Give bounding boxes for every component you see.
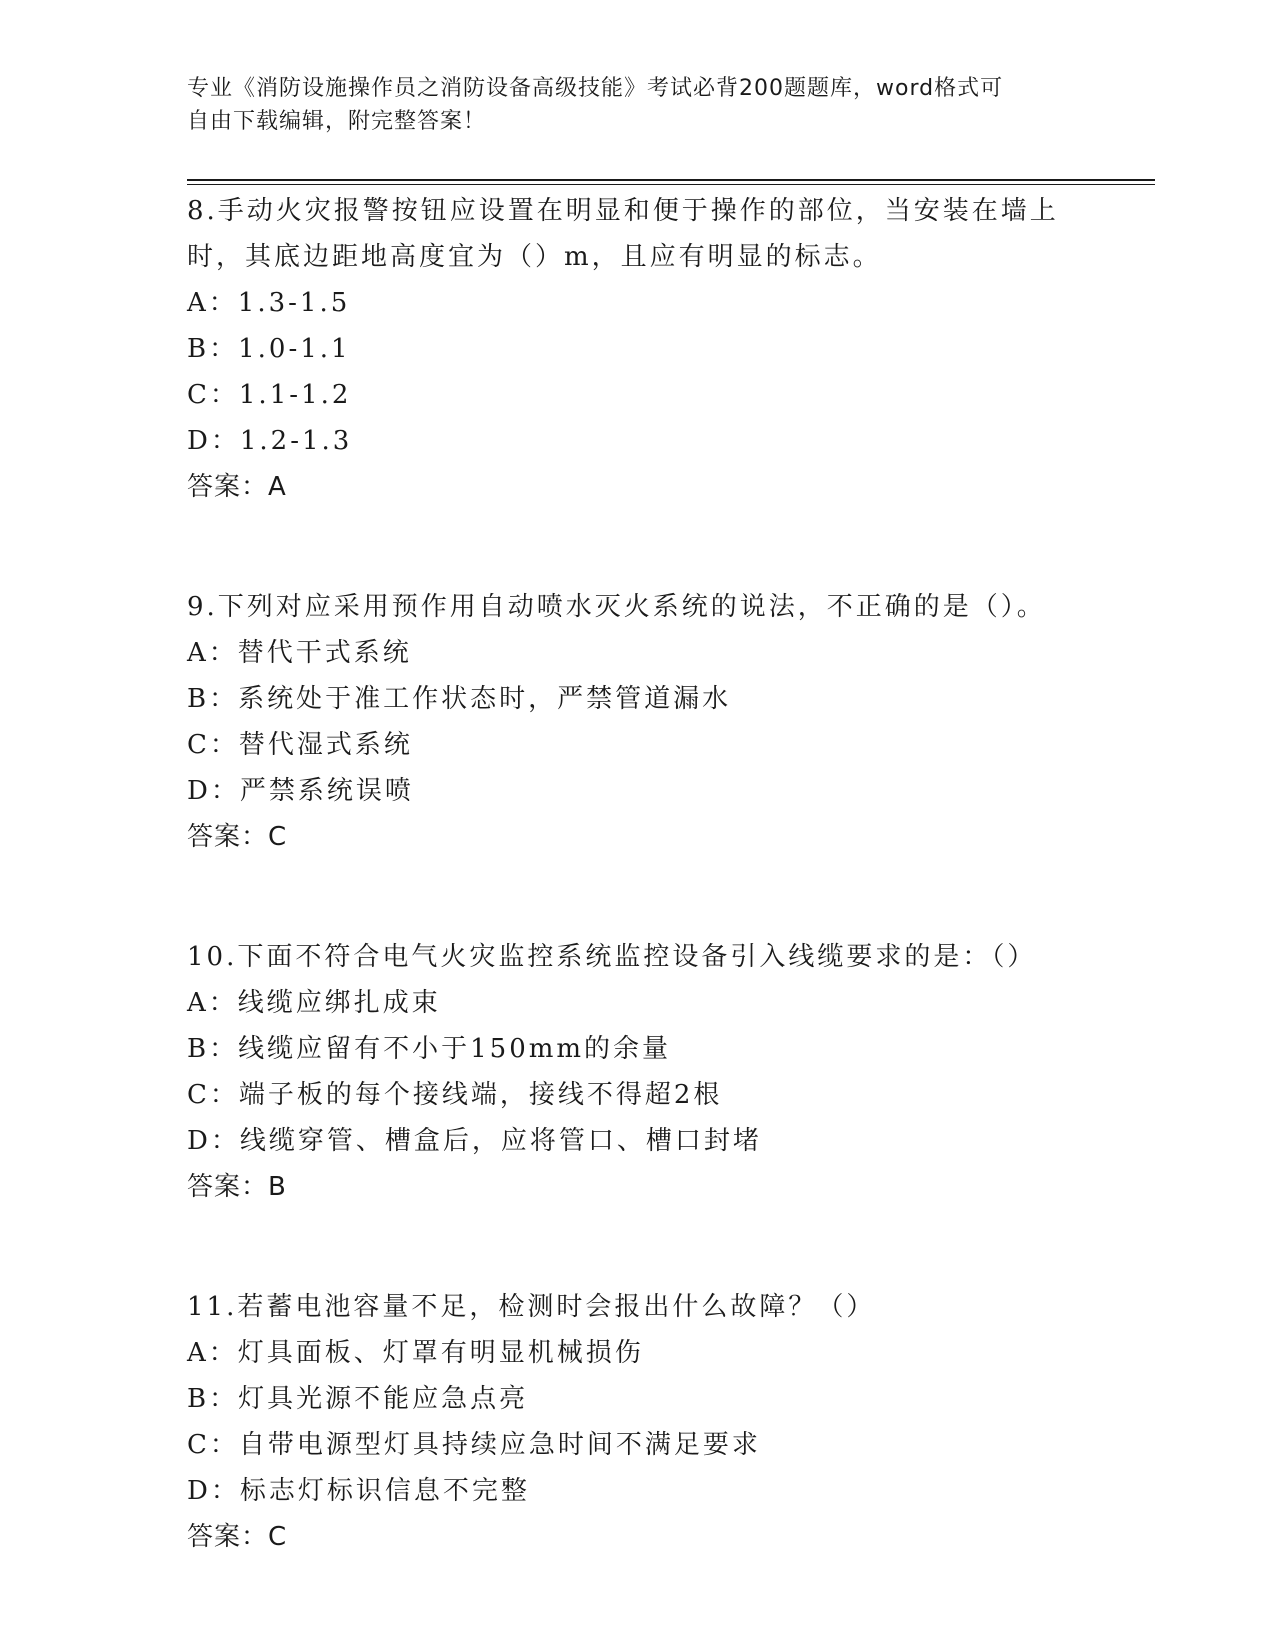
answer: 答案：C (187, 1522, 288, 1552)
option-d: D：1.2-1.3 (187, 426, 353, 456)
header-line-2: 自由下载编辑，附完整答案！ (187, 109, 487, 134)
question-stem (187, 584, 1117, 630)
header-divider-thin (187, 184, 1155, 185)
option-a: A：线缆应绑扎成束 (187, 988, 441, 1018)
document-header (187, 72, 1067, 138)
option-c: C：1.1-1.2 (187, 380, 352, 410)
question-stem-line: 9.下列对应采用预作用自动喷水灭火系统的说法，不正确的是（）。 (187, 592, 1046, 622)
option-c: C：替代湿式系统 (187, 730, 413, 760)
option-b: B：灯具光源不能应急点亮 (187, 1384, 529, 1414)
option-a: A：1.3-1.5 (187, 288, 351, 318)
header-divider-thick (187, 179, 1155, 181)
option-b: B：系统处于准工作状态时，严禁管道漏水 (187, 684, 732, 714)
question-stem-line: 时，其底边距地高度宜为（）m，且应有明显的标志。 (187, 242, 882, 272)
answer: 答案：A (187, 472, 287, 502)
question-stem (187, 934, 1117, 980)
question-stem (187, 188, 1117, 280)
option-d: D：标志灯标识信息不完整 (187, 1476, 530, 1506)
option-d: D：线缆穿管、槽盒后，应将管口、槽口封堵 (187, 1126, 762, 1156)
option-d: D：严禁系统误喷 (187, 776, 414, 806)
answer: 答案：C (187, 822, 288, 852)
question-stem-line: 10.下面不符合电气火灾监控系统监控设备引入线缆要求的是：（） (187, 942, 1037, 972)
question-11 (187, 1284, 1117, 1560)
option-c: C：端子板的每个接线端，接线不得超2根 (187, 1080, 723, 1110)
question-stem-line: 11.若蓄电池容量不足，检测时会报出什么故障？（） (187, 1292, 876, 1322)
answer: 答案：B (187, 1172, 287, 1202)
question-list (187, 188, 1117, 1560)
question-stem (187, 1284, 1117, 1330)
question-stem-line: 8.手动火灾报警按钮应设置在明显和便于操作的部位，当安装在墙上 (187, 196, 1059, 226)
option-b: B：线缆应留有不小于150mm的余量 (187, 1034, 672, 1064)
option-c: C：自带电源型灯具持续应急时间不满足要求 (187, 1430, 761, 1460)
option-a: A：替代干式系统 (187, 638, 412, 668)
option-b: B：1.0-1.1 (187, 334, 351, 364)
header-line-1: 专业《消防设施操作员之消防设备高级技能》考试必背200题题库，word格式可 (187, 76, 1004, 101)
question-9 (187, 584, 1117, 860)
question-8 (187, 188, 1117, 510)
option-a: A：灯具面板、灯罩有明显机械损伤 (187, 1338, 644, 1368)
question-10 (187, 934, 1117, 1210)
